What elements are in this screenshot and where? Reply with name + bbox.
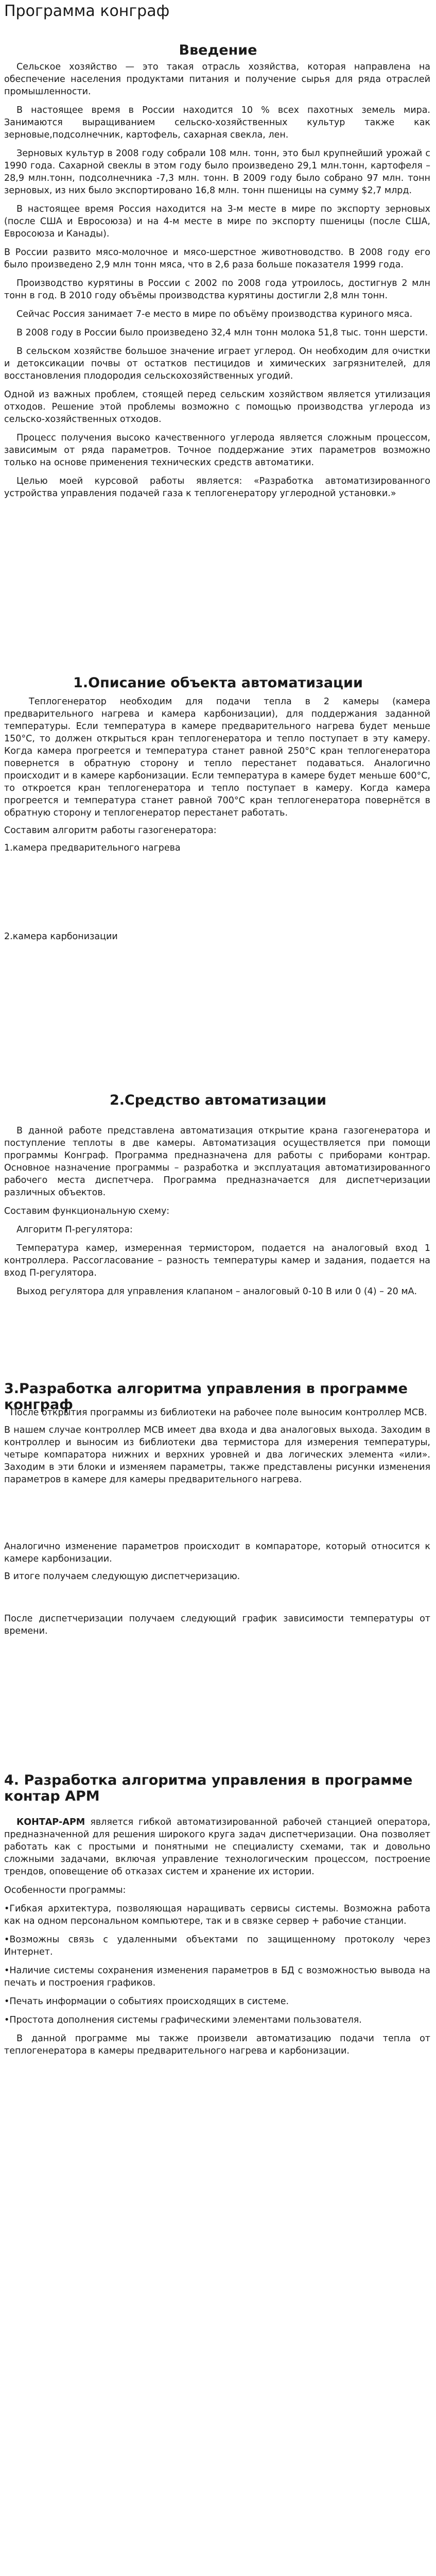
intro-section — [4, 61, 430, 500]
section-3 — [4, 1406, 430, 1637]
intro-paragraph: В России развито мясо-молочное и мясо-шерстное животноводство. В 2008 году его было произведено 2,9 млн тонн мяса, что в 2,6 раза больше показателя 1999 года. — [4, 247, 430, 270]
feature-bullet: •Простота дополнения системы графическими элементами пользователя. — [4, 2015, 362, 2025]
page-title: Программа конграф — [4, 2, 170, 20]
intro-paragraph: В настоящее время в России находится 10 % всех пахотных земель мира. Занимаются выращиванием сельско-хозяйственных культур также как зерновые,подсолнечник, картофель, сахарная свекла, лен. — [4, 105, 430, 140]
intro-paragraph: Производство курятины в России с 2002 по 2008 года утроилось, достигнув 2 млн тонн в год. В 2010 году объёмы производства курятины достигли 2,8 млн тонн. — [4, 278, 430, 301]
feature-bullet: •Печать информации о событиях происходящих в системе. — [4, 1996, 289, 2007]
intro-heading: Введение — [179, 42, 257, 58]
section-3-paragraph: После диспетчеризации получаем следующий график зависимости температуры от времени. — [4, 1614, 430, 1636]
section-2-heading: 2.Средство автоматизации — [109, 1092, 327, 1108]
section-1-item: 1.камера предварительного нагрева — [4, 843, 181, 853]
intro-paragraph: Зерновых культур в 2008 году собрали 108 млн. тонн, это был крупнейший урожай с 1990 года. Сахарной свеклы в этом году было произведено 29,1 млн.тонн, картофеля – 28,9 млн.тонн, подсолнечника -7,3 млн. тонн. В 2009 году было собрано 97 млн. тонн зерновых, из них было экспортировано 16,8 млн. тонн пшеницы на сумму $2,7 млрд. — [4, 148, 430, 196]
section-4-paragraph: В данной программе мы также произвели автоматизацию подачи тепла от теплогенератора в камеры предварительного нагрева и карбонизации. — [4, 2033, 430, 2056]
kontar-arm-description: является гибкой автоматизированной рабочей станцией оператора, предназначенной для решения широкого круга задач диспетчеризации. Она позволяет работать как с простыми и понятными не специалисту схемами, так и довольно сложными задачами, включая управление технологическим процессом, построение трендов, оповещение об отказах систем и хранение их истории. — [4, 1817, 430, 1877]
section-4-paragraph: Особенности программы: — [4, 1885, 126, 1895]
section-2-paragraph: Алгоритм П-регулятора: — [16, 1225, 133, 1235]
section-3-paragraph: В итоге получаем следующую диспетчеризацию. — [4, 1571, 240, 1582]
section-2-paragraph: Составим функциональную схему: — [4, 1206, 170, 1216]
intro-paragraph: Сельское хозяйство — это такая отрасль хозяйства, которая направлена на обеспечение населения продуктами питания и получение сырья для ряда отраслей промышленности. — [4, 62, 430, 97]
section-2-paragraph: Температура камер, измеренная термистором, подается на аналоговый вход 1 контроллера. Рассогласование – разность температуры камер и задания, подается на вход П-регулятора. — [4, 1243, 430, 1278]
intro-paragraph: Процесс получения высоко качественного углерода является сложным процессом, зависимым от ряда параметров. Точное поддержание этих параметров возможно только на основе применения технических средств автоматики. — [4, 433, 430, 468]
section-3-heading: 3.Разработка алгоритма управления в программе конграф — [4, 1381, 408, 1413]
section-3-paragraph: После открытия программы из библиотеки на рабочее поле выносим контроллер МСВ. — [10, 1408, 427, 1418]
section-4 — [4, 1816, 430, 2057]
intro-paragraph: В 2008 году в России было произведено 32,4 млн тонн молока 51,8 тыс. тонн шерсти. — [16, 328, 428, 338]
intro-paragraph: Целью моей курсовой работы является: «Разработка автоматизированного устройства управления подачей газа к теплогенератору углеродной установки.» — [4, 476, 430, 499]
section-3-paragraph: Аналогично изменение параметров происходит в компараторе, который относится к камере карбонизации. — [4, 1541, 430, 1564]
section-1-heading: 1.Описание объекта автоматизации — [73, 675, 363, 691]
intro-paragraph: Сейчас Россия занимает 7-е место в мире по объёму производства куриного мяса. — [16, 309, 413, 319]
intro-paragraph: В настоящее время Россия находится на 3-м месте в мире по экспорту зерновых (после США и Евросоюза) и на 4-м месте в мире по экспорту пшеницы (после США, Евросоюза и Канады). — [4, 204, 430, 239]
section-2 — [4, 1125, 430, 1298]
section-4-heading: 4. Разработка алгоритма управления в программе контар АРМ — [4, 1772, 413, 1804]
intro-paragraph: Одной из важных проблем, стоящей перед сельским хозяйством является утилизация отходов. Решение этой проблемы возможно с помощью производства углерода из сельско-хозяйственных отходов. — [4, 389, 430, 425]
feature-bullet: •Гибкая архитектура, позволяющая наращивать сервисы системы. Возможна работа как на одном персональном компьютере, так и в связке сервер + рабочие станции. — [4, 1904, 430, 1926]
intro-paragraph: В сельском хозяйстве большое значение играет углерод. Он необходим для очистки и детоксикации почвы от остатков пестицидов и химических загрязнителей, для восстановления плодородия сельскохозяйственных угодий. — [4, 346, 430, 381]
section-2-paragraph: Выход регулятора для управления клапаном – аналоговый 0-10 В или 0 (4) – 20 мА. — [16, 1286, 417, 1297]
section-1-paragraph: Теплогенератор необходим для подачи тепла в 2 камеры (камера предварительного нагрева и камера карбонизации), для поддержания заданной температуры. Если температура в камере предварительного нагрева будет меньше 150°C, то должен открыться кран теплогенератора и тепло поступает в эту камеру. Когда камера прогреется и температура станет равной 250°C кран теплогенератора повернется в обратную сторону и тепло перестанет подаваться. Аналогично происходит и в камере карбонизации. Если температура в камере будет меньше 600°C, то откроется кран теплогенератора и тепло поступает в камеру. Когда камера прогреется и температура станет равной 700°C кран теплогенератора повернётся в обратную сторону и теплогенератор перестанет работать. — [4, 697, 430, 818]
section-3-paragraph: В нашем случае контроллер МСВ имеет два входа и два аналоговых выхода. Заходим в контроллер и выносим из библиотеки два термистора для измерения температуры, четыре компаратора нижних и верхних уровней и два логических элемента «или». Заходим в эти блоки и изменяем параметры, также представлены рисунки изменения параметров в камере для камеры предварительного нагрева. — [4, 1425, 430, 1485]
section-2-paragraph: В данной работе представлена автоматизация открытие крана газогенератора и поступление теплоты в две камеры. Автоматизация осуществляется при помощи программы Конграф. Программа предназначена для работы с приборами контрар. Основное назначение программы – разработка и эксплуатация автоматизированного рабочего места диспетчера. Программа предназначается для диспетчеризации различных объектов. — [4, 1126, 430, 1198]
kontar-arm-term: КОНТАР-АРМ — [16, 1817, 85, 1827]
feature-bullet: •Наличие системы сохранения изменения параметров в БД с возможностью вывода на печать и построения графиков. — [4, 1965, 430, 1988]
section-1-item: 2.камера карбонизации — [4, 931, 118, 942]
section-1-paragraph: Составим алгоритм работы газогенератора: — [4, 825, 217, 836]
feature-bullet: •Возможны связь с удаленными объектами по защищенному протоколу через Интернет. — [4, 1935, 430, 1957]
section-4-paragraph — [4, 1816, 430, 1878]
section-1 — [4, 696, 430, 943]
